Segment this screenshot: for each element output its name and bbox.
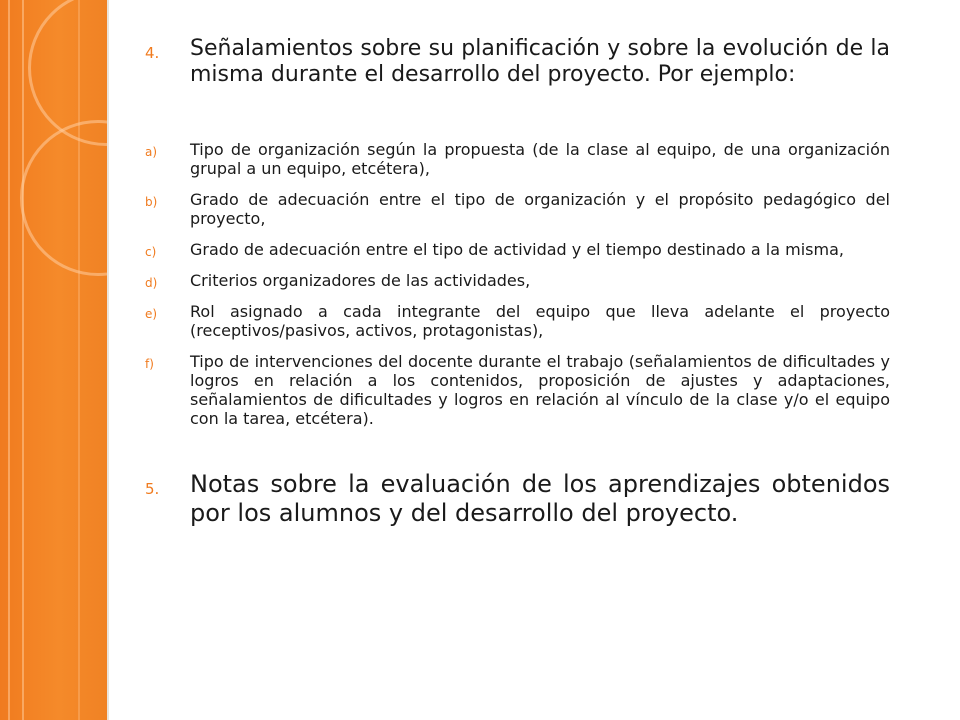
list-item-sub <box>145 240 890 259</box>
item-letter: d) <box>145 276 158 290</box>
sidebar-stripe <box>22 0 24 720</box>
item-number: 5. <box>145 480 160 498</box>
sub-list <box>145 140 890 428</box>
item-letter: e) <box>145 307 158 321</box>
item-text: Señalamientos sobre su planificación y sobre la evolución de la misma durante el desarrollo del proyecto. Por ejemplo: <box>190 36 890 87</box>
list-item-sub <box>145 302 890 340</box>
list-item-sub <box>145 352 890 428</box>
item-text: Rol asignado a cada integrante del equipo que lleva adelante el proyecto (receptivos/pasivos, activos, protagonistas), <box>190 302 890 340</box>
list-item-sub <box>145 271 890 290</box>
list-item-sub <box>145 190 890 228</box>
item-letter: c) <box>145 245 157 259</box>
list-item-main <box>145 36 890 88</box>
item-number: 4. <box>145 44 160 62</box>
item-text: Tipo de intervenciones del docente durante el trabajo (señalamientos de dificultades y logros en relación a los contenidos, proposición de ajustes y adaptaciones, señalamientos de dificultades y logros en relación al vínculo de la clase y/o el equipo con la tarea, etcétera). <box>190 352 890 428</box>
item-letter: a) <box>145 145 158 159</box>
item-text: Tipo de organización según la propuesta (de la clase al equipo, de una organización grupal a un equipo, etcétera), <box>190 140 890 178</box>
item-letter: f) <box>145 357 154 371</box>
slide-content <box>145 36 890 528</box>
item-text: Notas sobre la evaluación de los aprendizajes obtenidos por los alumnos y del desarrollo del proyecto. <box>190 470 890 527</box>
sidebar-ring <box>20 120 107 276</box>
item-text: Criterios organizadores de las actividades, <box>190 271 531 290</box>
sidebar-stripe <box>8 0 10 720</box>
item-letter: b) <box>145 195 158 209</box>
item-text: Grado de adecuación entre el tipo de actividad y el tiempo destinado a la misma, <box>190 240 844 259</box>
sidebar-divider <box>107 0 109 720</box>
list-item-sub <box>145 140 890 178</box>
list-item-main <box>145 470 890 528</box>
item-text: Grado de adecuación entre el tipo de organización y el propósito pedagógico del proyecto, <box>190 190 890 228</box>
decorative-sidebar <box>0 0 107 720</box>
